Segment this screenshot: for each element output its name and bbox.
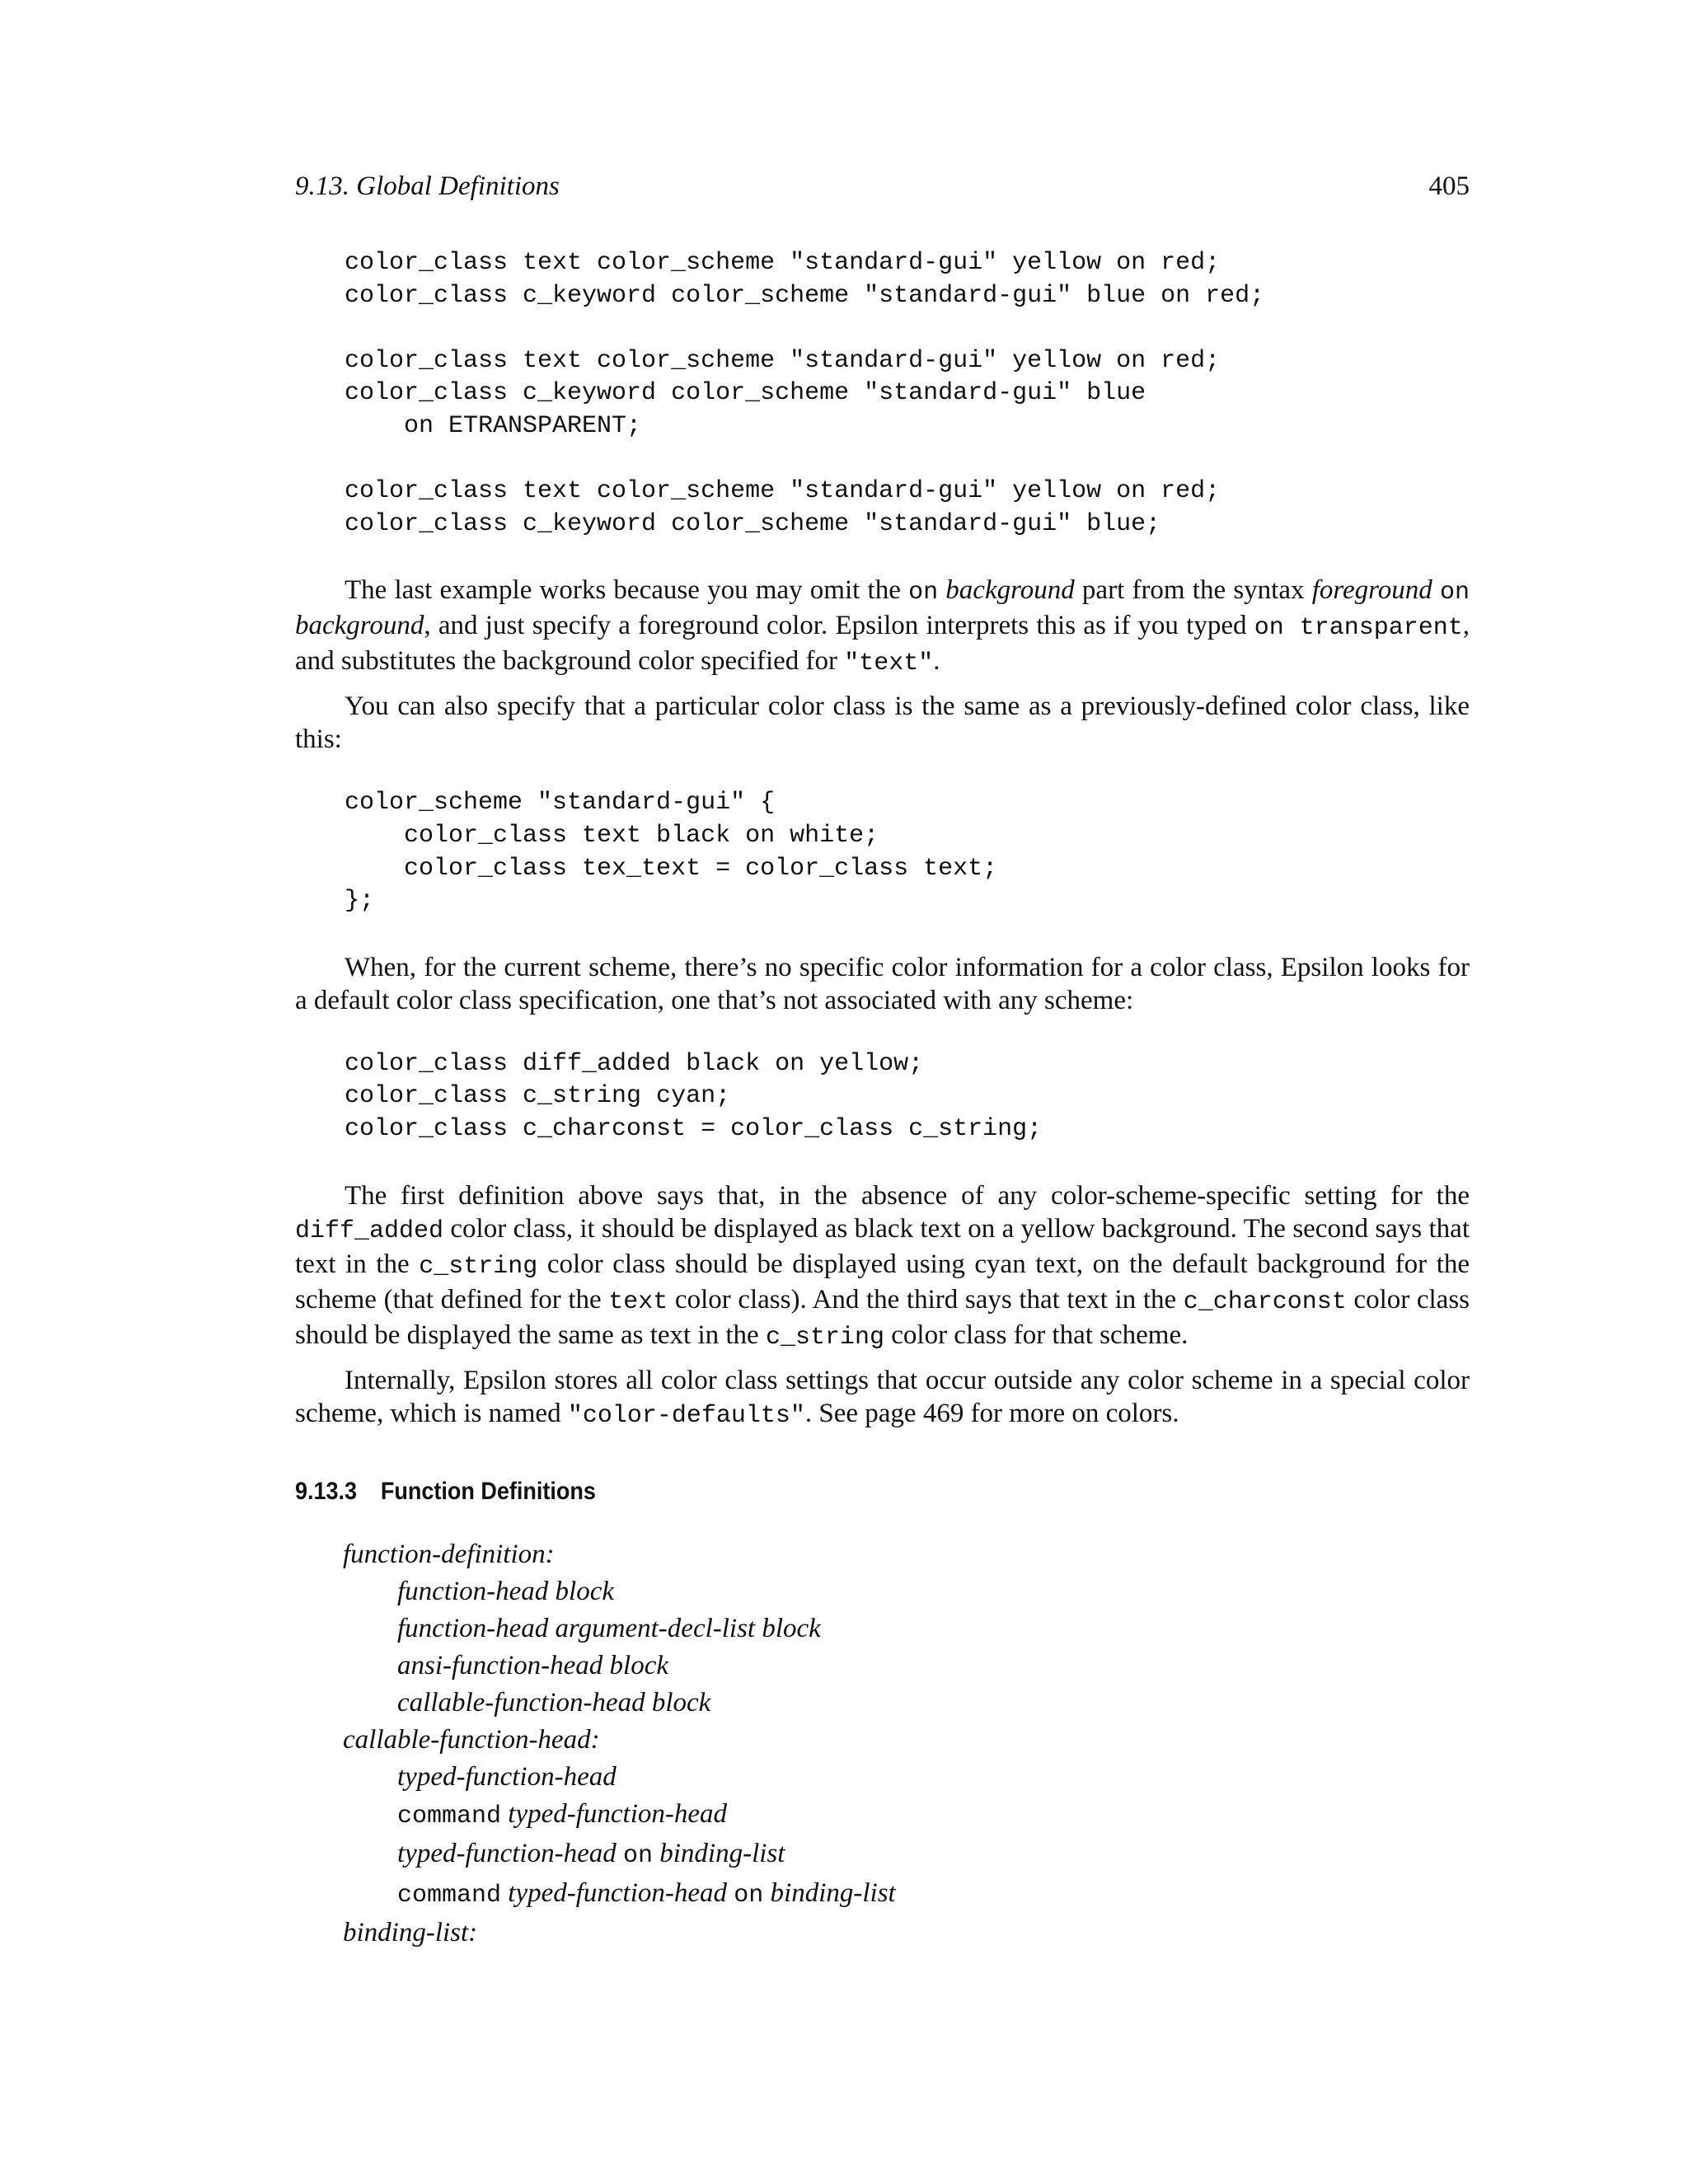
grammar-alternative: command typed-function-head on binding-list <box>397 1877 896 1910</box>
running-section-title: 9.13. Global Definitions <box>295 171 560 201</box>
grammar-alternative: typed-function-head on binding-list <box>397 1838 785 1870</box>
section-number: 9.13.3 <box>295 1477 358 1505</box>
grammar-rule-function-definition: function-definition: <box>343 1539 555 1569</box>
paragraph-definition-explanation: The first definition above says that, in the absence of any color-scheme-specific setting for the diff_added color class, it should be displayed as black text on a yellow background. The second says that text in the c_string color class should be displayed using cyan text, on the default background for the scheme (that defined for the text color class). And the third says that text in the c_charconst color class should be displayed the same as text in the c_string color class for that scheme. <box>295 1180 1470 1352</box>
grammar-rule-callable-function-head: callable-function-head: <box>343 1724 600 1755</box>
grammar-block <box>295 1536 1470 1952</box>
code-block-color-scheme: color_scheme "standard-gui" { color_class text black on white; color_class tex_text = color_class text; }; <box>345 789 998 916</box>
grammar-alternative: command typed-function-head <box>397 1798 728 1830</box>
code-block-default-color-classes: color_class diff_added black on yellow; color_class c_string cyan; color_class c_charconst = color_class c_string; <box>345 1049 1043 1143</box>
page-number: 405 <box>1428 171 1470 201</box>
paragraph-same-color-class: You can also specify that a particular color class is the same as a previously-defined color class, like this: <box>295 691 1470 755</box>
code-block-color-class-examples: color_class text color_scheme "standard-gui" yellow on red; color_class c_keyword color_scheme "standard-gui" blue on red; color_class text color_scheme "standard-gui" yellow on red; color_class c_keyword color_scheme "standard-gui" blue on ETRANSPARENT; color_class text color_scheme "standard-gui" yellow on red; color_class c_keyword color_scheme "standard-gui" blue; <box>345 249 1265 538</box>
section-title: Function Definitions <box>380 1477 596 1505</box>
paragraph-omit-background: The last example works because you may omit the on background part from the syntax foreground on background, and just specify a foreground color. Epsilon interprets this as if you typed on transparent, and substitutes the background color specified for "text". <box>295 575 1470 678</box>
section-heading <box>295 1475 1353 1508</box>
grammar-alternative: function-head argument-decl-list block <box>397 1613 821 1643</box>
page-body <box>295 247 1470 1952</box>
grammar-alternative: ansi-function-head block <box>397 1650 669 1680</box>
paragraph-default-color-class: When, for the current scheme, there’s no specific color information for a color class, Epsilon looks for a default color class specification, one that’s not associated with any scheme: <box>295 952 1470 1015</box>
grammar-alternative: callable-function-head block <box>397 1687 711 1718</box>
grammar-rule-binding-list: binding-list: <box>343 1917 478 1947</box>
grammar-alternative: function-head block <box>397 1576 615 1606</box>
running-header <box>295 170 1470 203</box>
grammar-alternative: typed-function-head <box>397 1761 617 1792</box>
paragraph-color-defaults: Internally, Epsilon stores all color class settings that occur outside any color scheme in a special color scheme, which is named "color-defaults". See page 469 for more on colors. <box>295 1365 1470 1430</box>
